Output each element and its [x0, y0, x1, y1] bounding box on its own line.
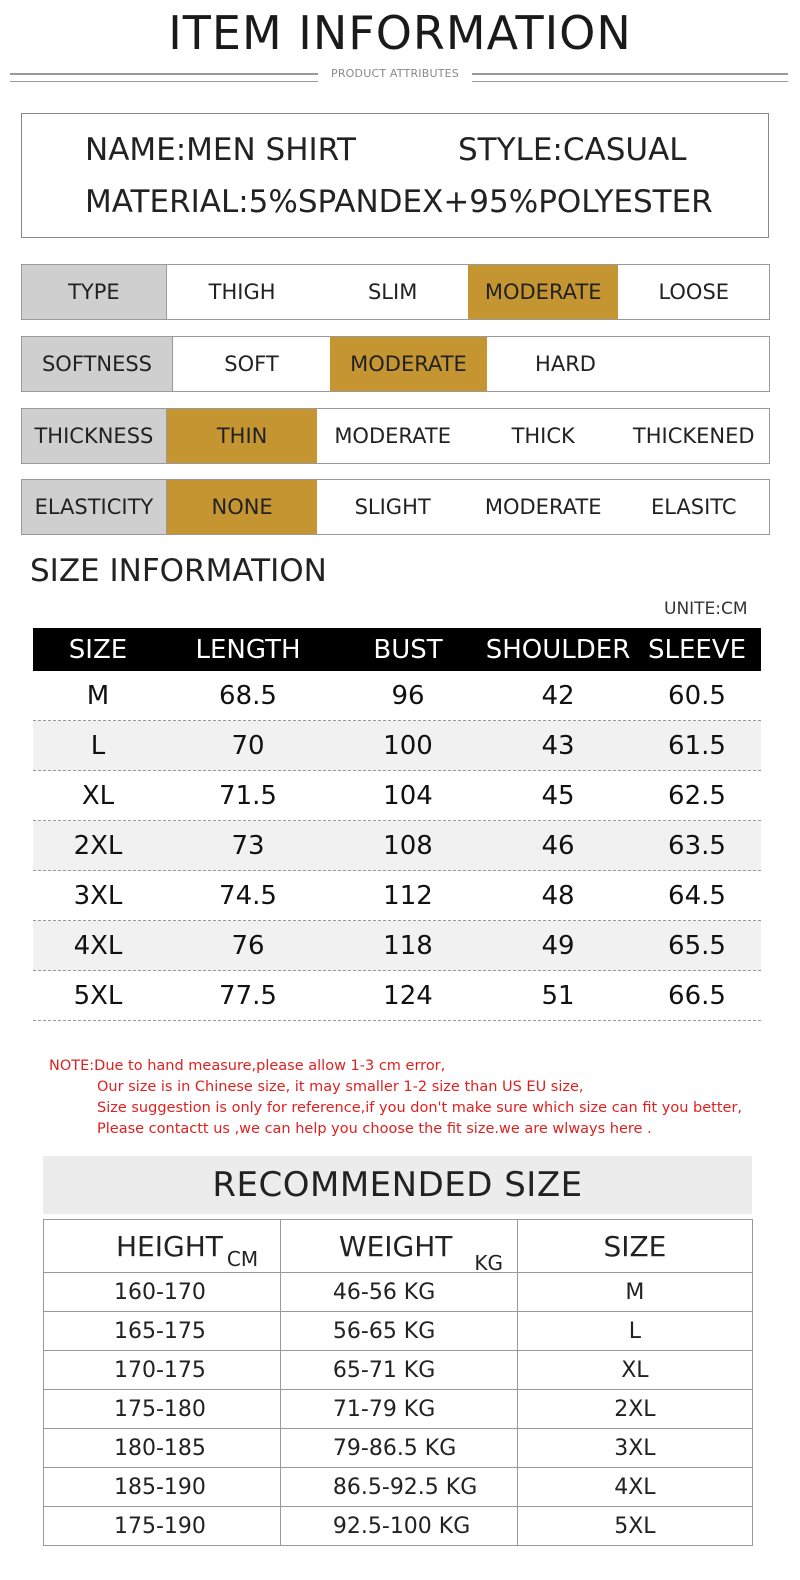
attribute-option: MODERATE — [484, 495, 602, 519]
column-header-weight — [280, 1220, 517, 1273]
attribute-option: HARD — [535, 352, 596, 376]
table-cell: 96 — [391, 680, 425, 711]
table-cell: 4XL — [73, 930, 123, 961]
table-cell: 124 — [383, 980, 433, 1011]
table-cell: 92.5-100 KG — [280, 1507, 517, 1546]
table-cell: 185-190 — [44, 1468, 281, 1507]
weight-header-label: WEIGHT — [338, 1229, 453, 1263]
attribute-option-selected: THIN — [167, 409, 318, 463]
table-row — [44, 1468, 753, 1507]
table-cell: 61.5 — [668, 730, 726, 761]
table-cell: 2XL — [517, 1390, 752, 1429]
attribute-option: SLIM — [367, 280, 418, 304]
attribute-row-type — [21, 264, 770, 320]
column-header: SLEEVE — [647, 634, 747, 665]
attribute-option: THIGH — [208, 280, 276, 304]
table-row — [33, 821, 761, 871]
table-cell: 86.5-92.5 KG — [280, 1468, 517, 1507]
table-cell: L — [517, 1312, 752, 1351]
table-cell: 51 — [541, 980, 575, 1011]
table-cell: 43 — [541, 730, 575, 761]
attribute-option-selected: NONE — [167, 480, 318, 534]
table-row — [44, 1429, 753, 1468]
table-cell: 3XL — [517, 1429, 752, 1468]
table-cell: 74.5 — [219, 880, 277, 911]
table-cell: 112 — [383, 880, 433, 911]
table-cell: 170-175 — [44, 1351, 281, 1390]
table-row — [44, 1312, 753, 1351]
page-subtitle: PRODUCT ATTRIBUTES — [330, 67, 459, 80]
table-cell: 175-190 — [44, 1507, 281, 1546]
table-cell: 65.5 — [668, 930, 726, 961]
table-cell: 64.5 — [668, 880, 726, 911]
table-cell: 118 — [383, 930, 433, 961]
recommended-size-title: RECOMMENDED SIZE — [43, 1156, 752, 1214]
column-header: SHOULDER — [485, 634, 631, 665]
table-cell: 62.5 — [668, 780, 726, 811]
attribute-option: LOOSE — [658, 280, 730, 304]
column-header-height — [44, 1220, 281, 1273]
table-row — [44, 1351, 753, 1390]
table-cell: 3XL — [73, 880, 123, 911]
attribute-option: THICK — [511, 424, 575, 448]
table-row — [44, 1273, 753, 1312]
size-unit-label: UNITE:CM — [664, 599, 748, 619]
column-header: BUST — [373, 634, 443, 665]
product-style: STYLE:CASUAL — [458, 132, 687, 168]
product-info-box — [21, 113, 769, 238]
table-cell: 70 — [231, 730, 265, 761]
weight-unit-label: KG — [474, 1250, 504, 1275]
table-cell: 5XL — [73, 980, 123, 1011]
size-table-header — [33, 628, 761, 671]
recommended-size-table — [43, 1219, 753, 1546]
attribute-label: THICKNESS — [22, 409, 167, 463]
table-cell: L — [90, 730, 106, 761]
title-divider-right — [472, 73, 788, 82]
attribute-option: THICKENED — [632, 424, 755, 448]
table-cell: XL — [81, 780, 115, 811]
column-header-size: SIZE — [517, 1220, 752, 1273]
table-cell: 71-79 KG — [280, 1390, 517, 1429]
table-cell: 49 — [541, 930, 575, 961]
table-row — [33, 671, 761, 721]
table-cell: 73 — [231, 830, 265, 861]
table-header-row — [44, 1220, 753, 1273]
table-cell: 56-65 KG — [280, 1312, 517, 1351]
table-row — [33, 921, 761, 971]
table-cell: 77.5 — [219, 980, 277, 1011]
attribute-option: MODERATE — [334, 424, 451, 448]
column-header: SIZE — [68, 634, 128, 665]
product-name: NAME:MEN SHIRT — [85, 132, 356, 168]
attribute-label: TYPE — [22, 265, 167, 319]
table-cell: 45 — [541, 780, 575, 811]
table-cell: 48 — [541, 880, 575, 911]
table-cell: 68.5 — [219, 680, 277, 711]
attribute-row-elasticity — [21, 479, 770, 535]
table-cell: M — [86, 680, 110, 711]
table-cell: XL — [517, 1351, 752, 1390]
attribute-option-selected: MODERATE — [330, 337, 487, 391]
note-line: Please contactt us ,we can help you choose the fit size.we are wlways here . — [97, 1121, 652, 1137]
product-material: MATERIAL:5%SPANDEX+95%POLYESTER — [85, 184, 713, 220]
column-header: LENGTH — [195, 634, 301, 665]
size-table — [33, 628, 761, 1021]
attribute-option-selected: MODERATE — [468, 265, 619, 319]
note-line: NOTE:Due to hand measure,please allow 1-3 cm error, — [49, 1058, 446, 1074]
height-unit-label: CM — [226, 1246, 259, 1271]
table-cell: 160-170 — [44, 1273, 281, 1312]
attribute-label: ELASTICITY — [22, 480, 167, 534]
size-info-title: SIZE INFORMATION — [30, 553, 327, 589]
table-cell: 60.5 — [668, 680, 726, 711]
table-cell: 108 — [383, 830, 433, 861]
table-cell: 165-175 — [44, 1312, 281, 1351]
title-divider-left — [10, 73, 318, 82]
table-cell: 46-56 KG — [280, 1273, 517, 1312]
table-cell: 5XL — [517, 1507, 752, 1546]
table-cell: 100 — [383, 730, 433, 761]
table-row — [33, 721, 761, 771]
table-cell: 175-180 — [44, 1390, 281, 1429]
table-cell: 104 — [383, 780, 433, 811]
attribute-row-thickness — [21, 408, 770, 464]
attribute-option: SLIGHT — [354, 495, 431, 519]
table-cell: 65-71 KG — [280, 1351, 517, 1390]
attribute-option: ELASITC — [650, 495, 737, 519]
table-cell: 2XL — [73, 830, 123, 861]
table-row — [44, 1390, 753, 1429]
page-title: ITEM INFORMATION — [168, 6, 632, 60]
table-row — [44, 1507, 753, 1546]
table-cell: 76 — [231, 930, 265, 961]
table-row — [33, 771, 761, 821]
attribute-option: SOFT — [224, 352, 279, 376]
table-cell: 71.5 — [219, 780, 277, 811]
attribute-row-softness — [21, 336, 770, 392]
height-header-label: HEIGHT — [116, 1229, 223, 1263]
note-line: Our size is in Chinese size, it may smaller 1-2 size than US EU size, — [97, 1079, 584, 1095]
table-cell: 66.5 — [668, 980, 726, 1011]
table-cell: 42 — [541, 680, 575, 711]
table-cell: 46 — [541, 830, 575, 861]
table-cell: 180-185 — [44, 1429, 281, 1468]
table-cell: M — [517, 1273, 752, 1312]
table-cell: 63.5 — [668, 830, 726, 861]
table-row — [33, 871, 761, 921]
attribute-label: SOFTNESS — [22, 337, 173, 391]
table-row — [33, 971, 761, 1021]
table-cell: 79-86.5 KG — [280, 1429, 517, 1468]
table-cell: 4XL — [517, 1468, 752, 1507]
note-line: Size suggestion is only for reference,if you don't make sure which size can fit you better, — [97, 1100, 743, 1116]
